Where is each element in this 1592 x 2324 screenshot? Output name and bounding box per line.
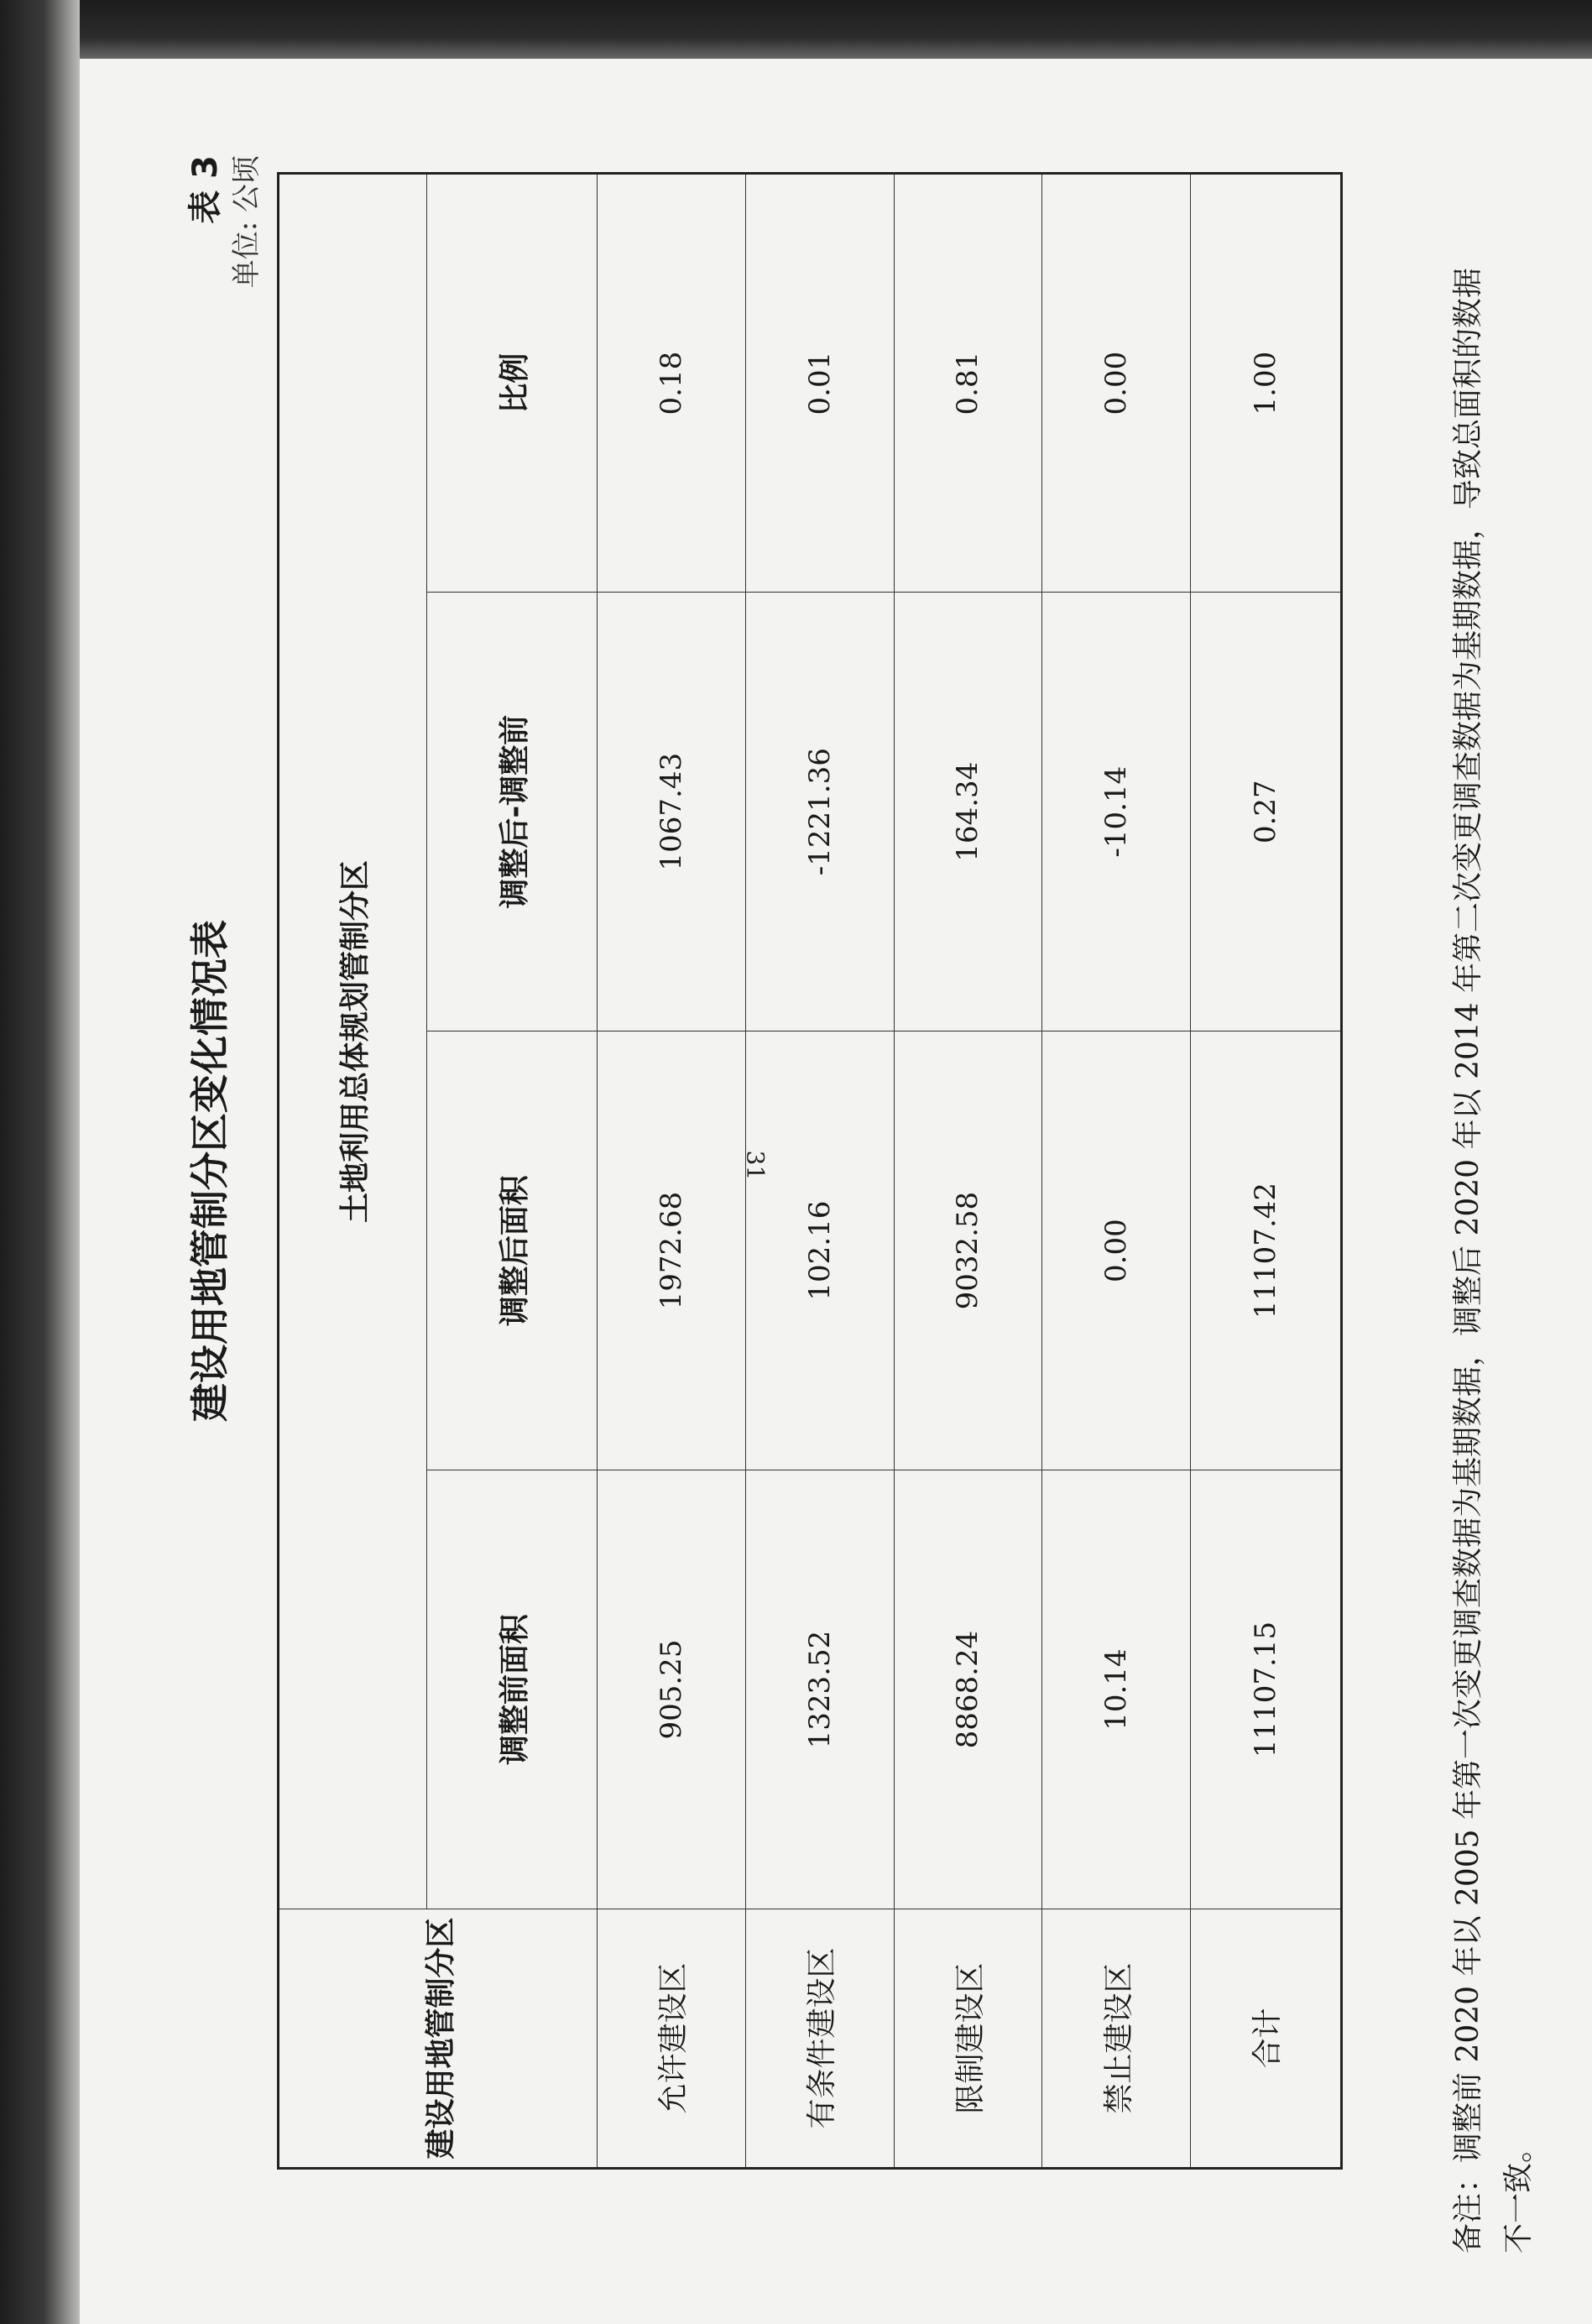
- cell-before: 11107.15: [1190, 1470, 1341, 1909]
- cell-after: 1972.68: [598, 1031, 746, 1470]
- row-group-header: 建设用地管制分区: [279, 1909, 598, 2169]
- column-group-header: 土地利用总体规划管制分区: [279, 174, 427, 1909]
- header-row-columns: [427, 174, 598, 2169]
- column-header: 调整后面积: [427, 1031, 598, 1470]
- cell-diff: 164.34: [894, 593, 1042, 1031]
- cell-ratio: 0.00: [1042, 174, 1191, 593]
- zoning-change-table: [277, 172, 1343, 2170]
- cell-diff: -10.14: [1042, 593, 1191, 1031]
- rotated-page-content: [42, 122, 1536, 2253]
- row-label: 允许建设区: [598, 1909, 746, 2169]
- cell-diff: -1221.36: [745, 593, 894, 1031]
- cell-ratio: 0.01: [745, 174, 894, 593]
- table-container: [277, 172, 1343, 2170]
- column-header: 调整后-调整前: [427, 593, 598, 1031]
- cell-before: 1323.52: [745, 1470, 894, 1909]
- cell-after: 11107.42: [1190, 1031, 1341, 1470]
- header-row-group: [279, 174, 427, 2169]
- cell-before: 10.14: [1042, 1470, 1191, 1909]
- cell-after: 0.00: [1042, 1031, 1191, 1470]
- cell-diff: 0.27: [1190, 593, 1341, 1031]
- page-number: 31: [741, 1150, 770, 1181]
- page-title: 建设用地管制分区变化情况表: [187, 920, 232, 1422]
- column-header: 比例: [427, 174, 598, 593]
- footnote-line-1: 备注：调整前 2020 年以 2005 年第一次变更调查数据为基期数据，调整后 2020 年以 2014 年第二次变更调查数据为基期数据，导致总面积的数据: [1451, 267, 1485, 2253]
- column-header: 调整前面积: [427, 1470, 598, 1909]
- cell-before: 8868.24: [894, 1470, 1042, 1909]
- cell-after: 102.16: [745, 1031, 894, 1470]
- row-label: 合计: [1190, 1909, 1341, 2169]
- cell-after: 9032.58: [894, 1031, 1042, 1470]
- cell-diff: 1067.43: [598, 593, 746, 1031]
- row-label: 禁止建设区: [1042, 1909, 1191, 2169]
- unit-label: 单位: 公顷: [230, 155, 264, 289]
- table-row: [598, 174, 746, 2169]
- cell-ratio: 0.18: [598, 174, 746, 593]
- table-row-total: [1190, 174, 1341, 2169]
- table-row: [894, 174, 1042, 2169]
- cell-before: 905.25: [598, 1470, 746, 1909]
- table-row: [1042, 174, 1191, 2169]
- row-label: 限制建设区: [894, 1909, 1042, 2169]
- table-label: 表 3: [186, 155, 225, 224]
- cell-ratio: 0.81: [894, 174, 1042, 593]
- cell-ratio: 1.00: [1190, 174, 1341, 593]
- row-label: 有条件建设区: [745, 1909, 894, 2169]
- footnote-line-2: 不一致。: [1501, 2132, 1536, 2253]
- footnote: [1443, 155, 1544, 2253]
